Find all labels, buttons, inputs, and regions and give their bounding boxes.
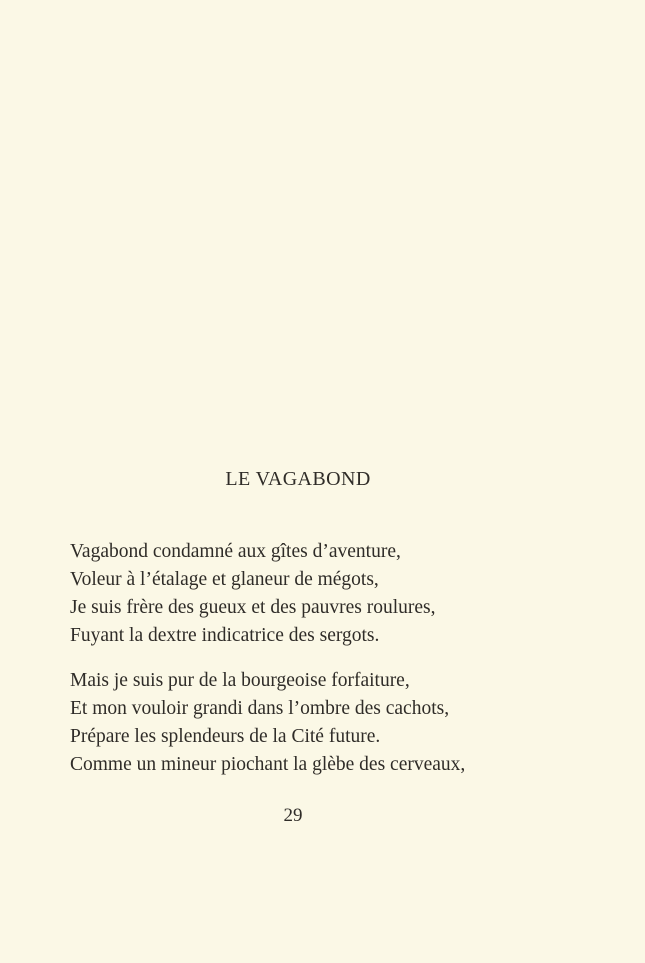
verse-line: Je suis frère des gueux et des pauvres roulures, (70, 597, 436, 618)
verse-line: Comme un mineur piochant la glèbe des cerveaux, (70, 754, 466, 775)
verse-line: Voleur à l’étalage et glaneur de mégots, (70, 569, 379, 590)
verse-line: Prépare les splendeurs de la Cité future. (70, 726, 381, 747)
page-number: 29 (283, 805, 303, 826)
poem-stanza-1 (70, 538, 436, 650)
verse-line: Mais je suis pur de la bourgeoise forfaiture, (70, 670, 410, 691)
verse-line: Et mon vouloir grandi dans l’ombre des cachots, (70, 698, 450, 719)
poem-stanza-2 (70, 667, 465, 779)
verse-line: Fuyant la dextre indicatrice des sergots. (70, 625, 380, 646)
verse-line: Vagabond condamné aux gîtes d’aventure, (70, 541, 401, 562)
poem-title: LE VAGABOND (225, 468, 371, 490)
